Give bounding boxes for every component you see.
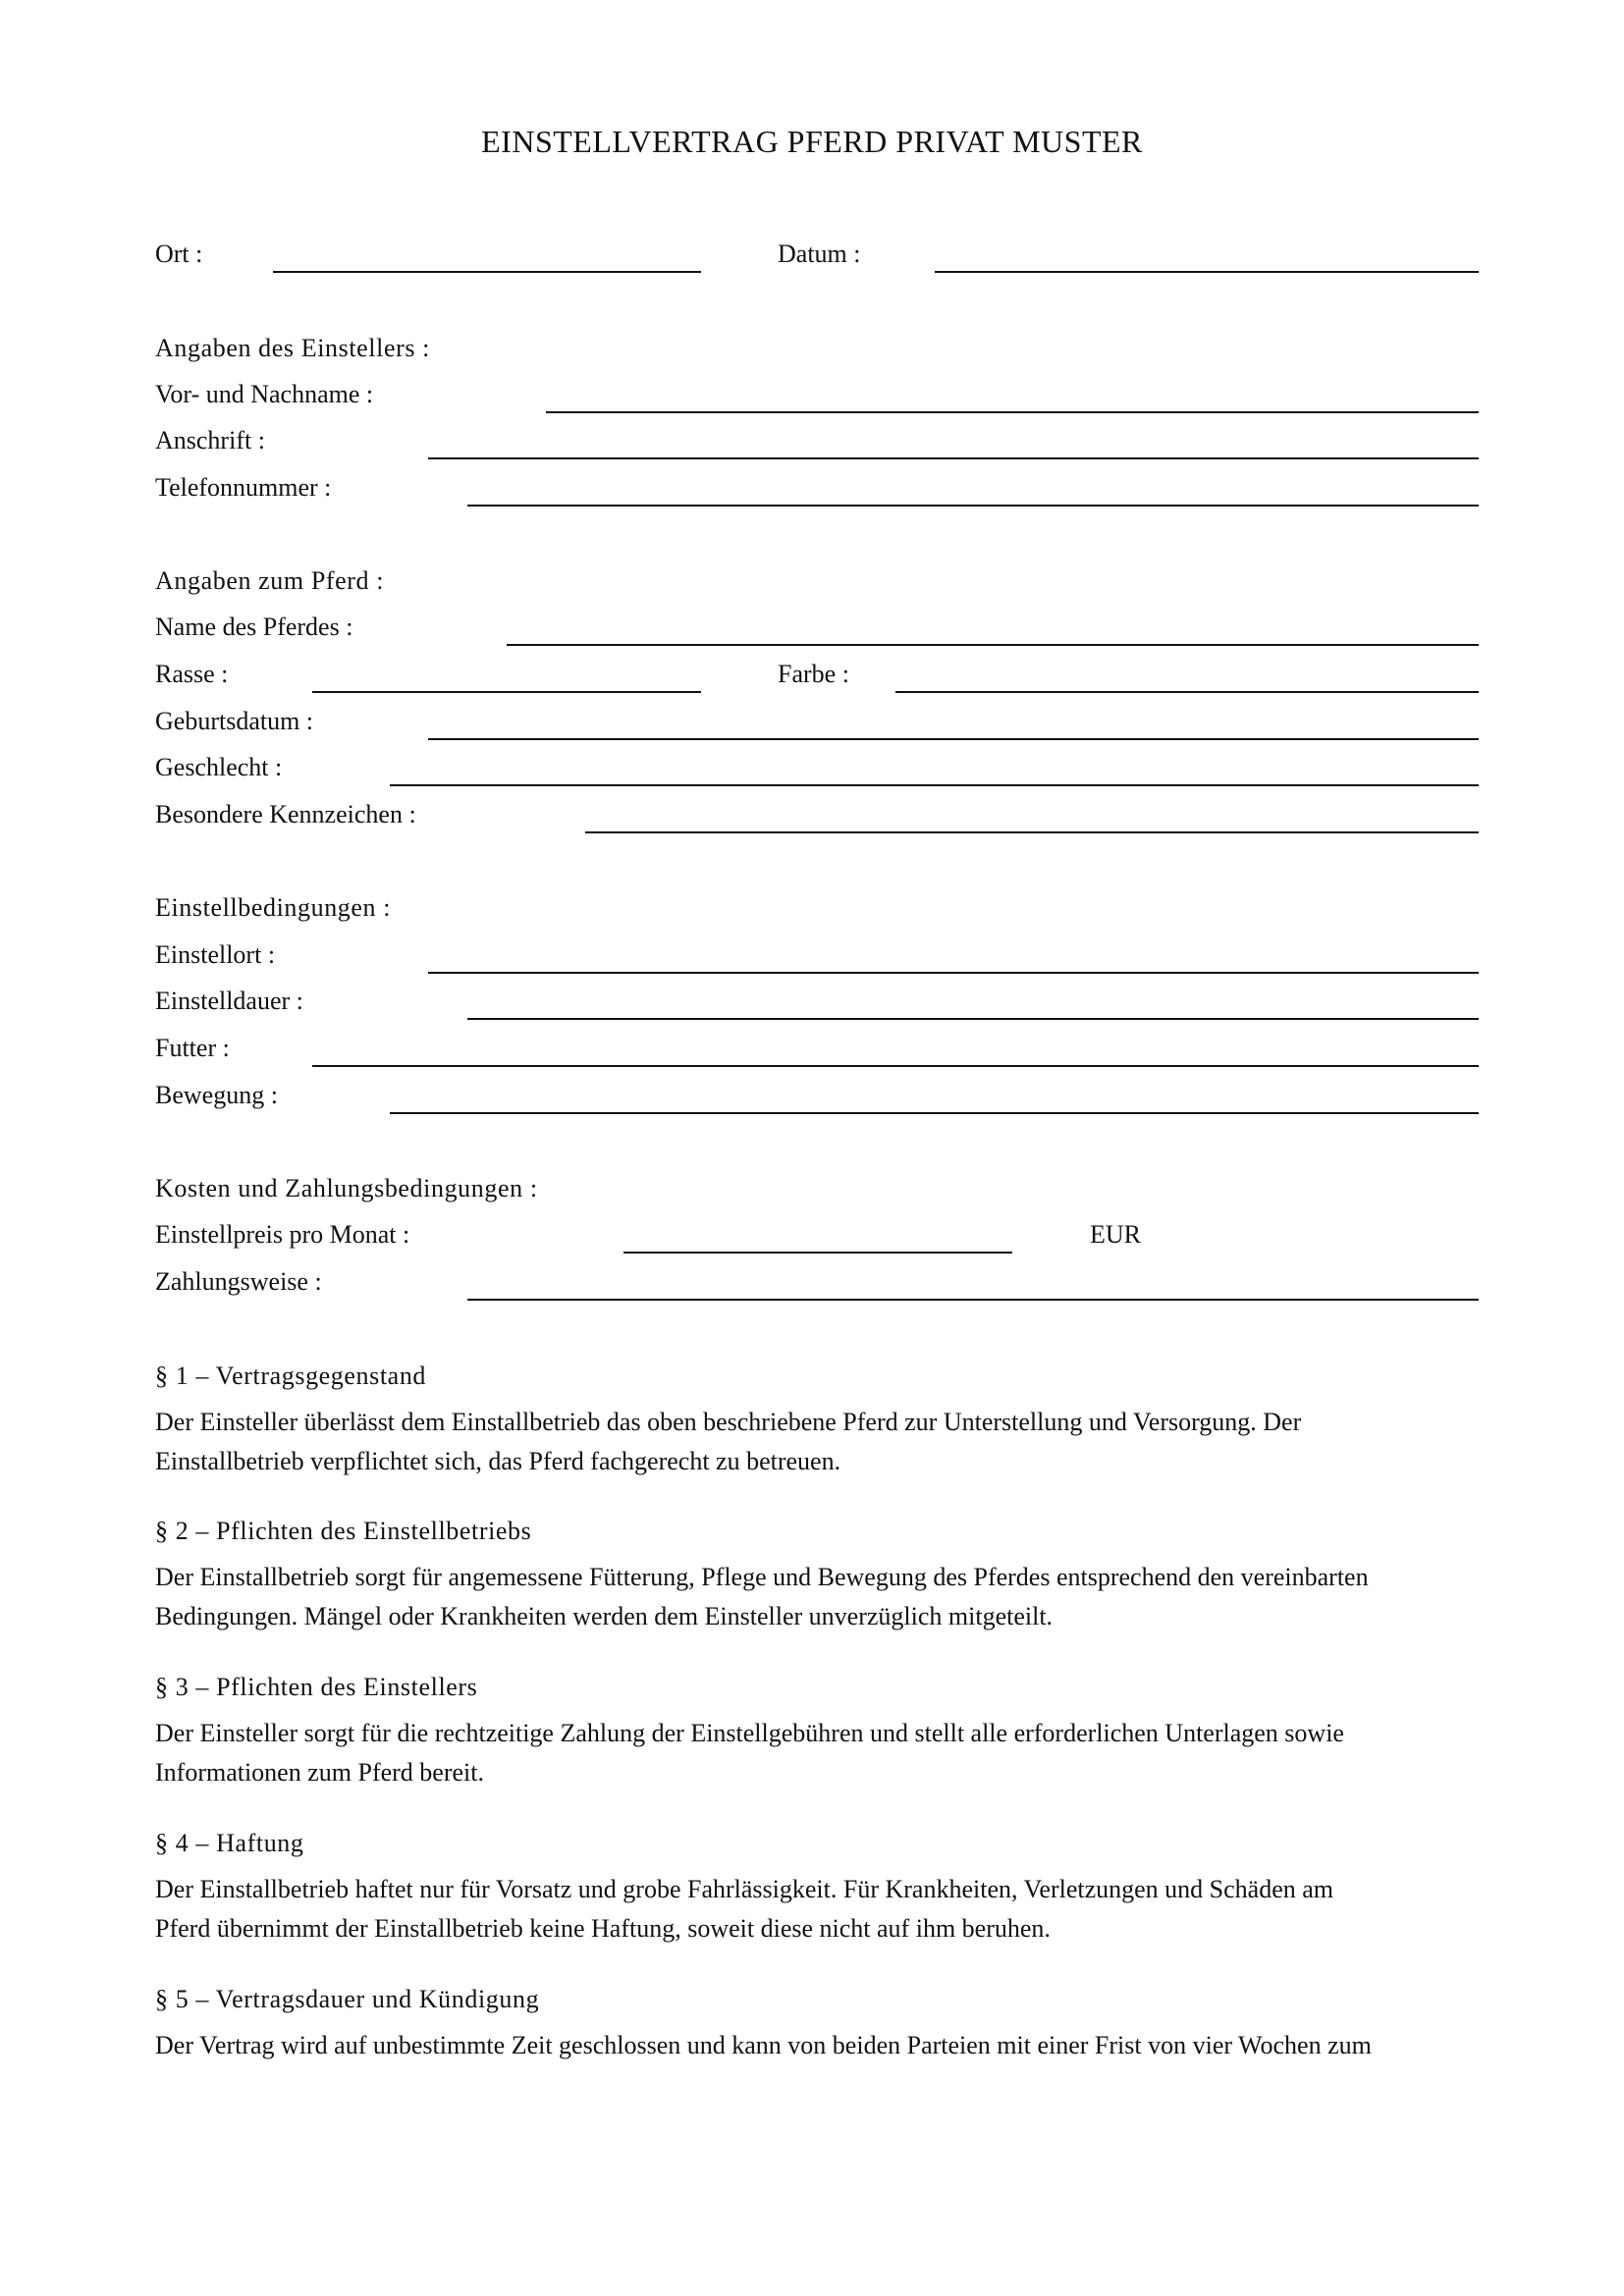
anschrift-label: Anschrift : [155,426,265,454]
section-2-line-2: Bedingungen. Mängel oder Krankheiten werden dem Einsteller unverzüglich mitgeteilt. [155,1602,1054,1630]
section-1-heading: § 1 – Vertragsgegenstand [155,1362,427,1390]
section-2-line-1: Der Einstallbetrieb sorgt für angemessene Fütterung, Pflege und Bewegung des Pferdes entsprechend den vereinbarten [155,1563,1369,1591]
anschrift-field[interactable] [428,457,1479,459]
kosten-heading: Kosten und Zahlungsbedingungen : [155,1174,538,1202]
section-1-line-2: Einstallbetrieb verpflichtet sich, das Pferd fachgerecht zu betreuen. [155,1447,841,1475]
einstellort-field[interactable] [428,972,1479,974]
pferd-name-label: Name des Pferdes : [155,613,353,641]
currency-label: EUR [1090,1220,1141,1249]
bewegung-label: Bewegung : [155,1081,278,1109]
page-title: EINSTELLVERTRAG PFERD PRIVAT MUSTER [481,124,1143,159]
pferd-heading: Angaben zum Pferd : [155,566,385,595]
pferd-name-field[interactable] [507,644,1479,646]
section-5-heading: § 5 – Vertragsdauer und Kündigung [155,1985,540,2013]
zahlungsweise-field[interactable] [467,1299,1479,1301]
einsteller-heading: Angaben des Einstellers : [155,334,430,362]
section-2-body [155,1558,1481,1636]
preis-label: Einstellpreis pro Monat : [155,1220,410,1249]
section-4-line-1: Der Einstallbetrieb haftet nur für Vorsatz und grobe Fahrlässigkeit. Für Krankheiten, Verletzungen und Schäden am [155,1875,1334,1903]
bewegung-field[interactable] [390,1112,1479,1114]
futter-field[interactable] [312,1065,1479,1067]
bedingungen-heading: Einstellbedingungen : [155,893,392,922]
ort-field[interactable] [273,271,701,273]
section-1-line-1: Der Einsteller überlässt dem Einstallbetrieb das oben beschriebene Pferd zur Unterstellung und Versorgung. Der [155,1408,1302,1436]
section-3-body [155,1714,1481,1792]
einstelldauer-field[interactable] [467,1018,1479,1020]
geschlecht-field[interactable] [390,784,1479,786]
telefon-field[interactable] [467,505,1479,507]
futter-label: Futter : [155,1034,230,1062]
section-5-line-1: Der Vertrag wird auf unbestimmte Zeit geschlossen und kann von beiden Parteien mit einer Frist von vier Wochen zum [155,2031,1372,2059]
name-field[interactable] [546,411,1479,413]
section-4-heading: § 4 – Haftung [155,1829,304,1857]
telefon-label: Telefonnummer : [155,473,332,502]
section-1-body [155,1403,1481,1481]
rasse-label: Rasse : [155,660,229,688]
einstelldauer-label: Einstelldauer : [155,987,303,1015]
section-4-line-2: Pferd übernimmt der Einstallbetrieb keine Haftung, soweit diese nicht auf ihm beruhen. [155,1914,1051,1943]
ort-label: Ort : [155,240,203,268]
einstellort-label: Einstellort : [155,940,276,969]
kennzeichen-field[interactable] [585,831,1479,833]
rasse-field[interactable] [312,691,701,693]
geburtsdatum-field[interactable] [428,738,1479,740]
preis-field[interactable] [623,1252,1012,1254]
name-label: Vor- und Nachname : [155,380,374,408]
farbe-label: Farbe : [778,660,849,688]
section-4-body [155,1870,1481,1949]
section-2-heading: § 2 – Pflichten des Einstellbetriebs [155,1517,532,1545]
section-3-heading: § 3 – Pflichten des Einstellers [155,1673,478,1701]
section-3-line-2: Informationen zum Pferd bereit. [155,1758,484,1787]
section-5-body [155,2026,1481,2065]
geburtsdatum-label: Geburtsdatum : [155,707,314,735]
zahlungsweise-label: Zahlungsweise : [155,1267,322,1296]
section-3-line-1: Der Einsteller sorgt für die rechtzeitige Zahlung der Einstellgebühren und stellt alle erforderlichen Unterlagen sowie [155,1719,1344,1747]
datum-field[interactable] [935,271,1479,273]
datum-label: Datum : [778,240,861,268]
kennzeichen-label: Besondere Kennzeichen : [155,800,416,828]
geschlecht-label: Geschlecht : [155,753,283,781]
farbe-field[interactable] [895,691,1479,693]
